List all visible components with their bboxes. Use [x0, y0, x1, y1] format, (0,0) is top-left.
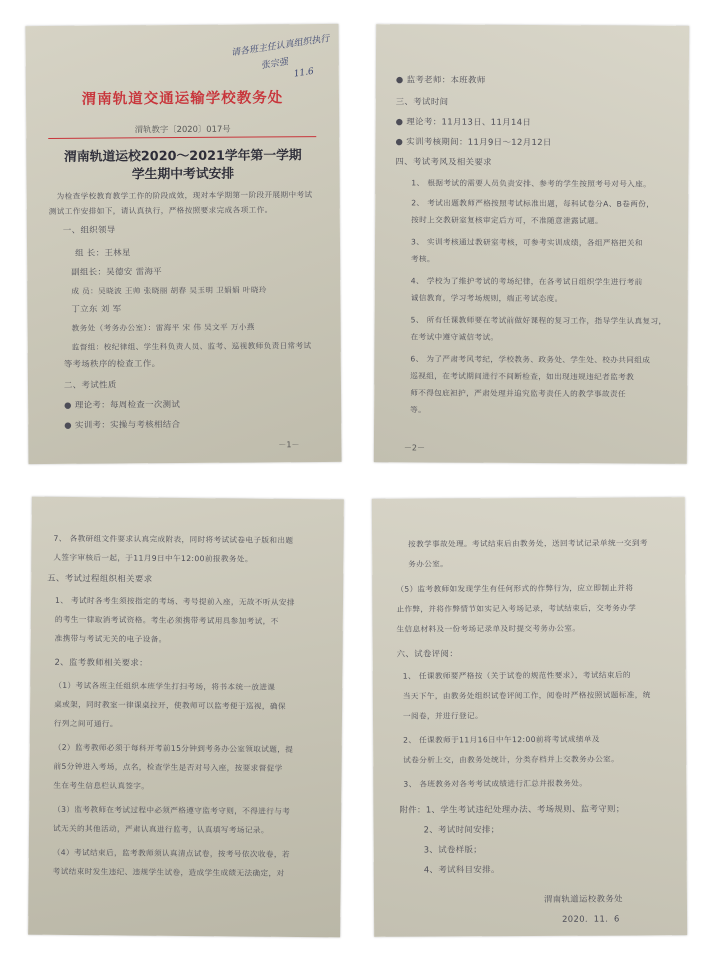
item-line: （2）监考教师必须于每科开考前15分钟到考务办公室领取试题，提 — [53, 742, 294, 754]
rule-line: 按时上交教研室复核审定后方可，不准随意泄露试题。 — [411, 215, 604, 226]
attachment-item: 2、考试时间安排； — [423, 824, 500, 835]
rule-line: 3、 实训考核通过教研室考核，可参考实训成绩，各组严格把关和 — [410, 237, 643, 248]
item-line: 生信息材料及一份考场记录单及时提交考务办公室。 — [396, 623, 581, 634]
item-line: 1、 任课教师要严格按（关于试卷的规范性要求），考试结束后的 — [402, 670, 631, 681]
signer: 渭南轨道运校教务处 — [543, 893, 623, 904]
handwritten-note: 请各班主任认真组织执行 — [230, 34, 331, 59]
intro-line: 为检查学校教育教学工作的阶段成效，现对本学期第一阶段开展期中考试 — [56, 190, 313, 201]
monitor-line: 等考场秩序的检查工作。 — [63, 358, 161, 369]
item-line: 前5分钟进入考场，点名，检查学生是否对号入座，按要求督促学 — [53, 761, 283, 773]
rule-line: 6、 为了严肃考风考纪，学校教务、政务处、学生处、校办共同组成 — [410, 354, 651, 365]
document-page-3 — [28, 497, 344, 938]
section-heading: 五、考试过程组织相关要求 — [47, 572, 153, 584]
doc-number: 渭轨教字〔2020〕017号 — [134, 123, 231, 135]
rule-line: 诚信教育，学习考场规则，端正考试态度。 — [410, 293, 563, 304]
item-line: （4）考试结束后，监考教师须认真清点试卷，按考号依次收卷，若 — [52, 847, 290, 859]
members-line: 成 员：吴晓波 王帅 张晓丽 胡春 吴玉明 卫娟娟 叶晓玲 — [71, 285, 267, 296]
item-line: （3）监考教师在考试过程中必须严格遵守监考守则，不得进行与考 — [53, 804, 291, 816]
item-line: 按教学事故处理。考试结束后由教务处，送回考试记录单统一交到考 — [408, 538, 648, 549]
rule-line: 1、 根据考试的需要人员负责安排、参考的学生按照考号对号入座。 — [411, 178, 652, 189]
item-line: 人签字审核后一起，于11月9日中午12:00前报教务处。 — [53, 552, 253, 564]
item-line: 7、 各教研组文件要求认真完成附表，同时将考试试卷电子版和出题 — [53, 533, 294, 545]
office-line: 教务处（考务办公室）：雷海平 宋 伟 吴文平 万小燕 — [71, 322, 255, 333]
document-page-1 — [25, 24, 341, 464]
signing-date: 2020．11．6 — [562, 913, 620, 924]
section-heading: 二、考试性质 — [63, 379, 117, 390]
item-line: 一阅卷，并进行登记。 — [402, 711, 483, 721]
section-heading: 三、考试时间 — [395, 96, 449, 107]
item-line: 2、 任课教师于11月16日中午12:00前将考试成绩单及 — [403, 734, 600, 745]
item-line: 试无关的其他活动，严肃认真进行监考，认真填写考场记录。 — [52, 823, 269, 835]
subsection-heading: 2、监考教师相关要求： — [54, 656, 149, 668]
item-line: 止作弊，并将作弊情节如实记入考场记录，考试结束后，交考务办学 — [396, 603, 637, 614]
rule-line: 考核。 — [410, 254, 435, 264]
rule-line: 2、 考试出题教师严格按照考试标准出题，每科试卷分A、B卷两份， — [411, 198, 655, 209]
item-line: 当天下午，由教务处组织试卷评阅工作，阅卷时严格按照试题标准，统 — [402, 690, 651, 701]
attachment-heading: 附件：1、学生考试违纪处理办法、考场规则、监考守则； — [399, 803, 625, 815]
time-item: ● 理论考：11月13日、11月14日 — [396, 116, 532, 128]
item-line: 准携带与考试无关的电子设备。 — [54, 633, 167, 644]
item-line: 3、 各班教务对各考考试成绩进行汇总并报教务处。 — [403, 778, 588, 789]
rule-line: 等。 — [410, 405, 427, 415]
rule-line: 5、 所有任课教师要在考试前做好课程的复习工作，指导学生认真复习， — [410, 315, 667, 326]
item-line: 考试结束时发生违纪、违规学生试卷，造成学生成绩无法确定，对 — [52, 866, 285, 878]
intro-line: 测试工作安排如下，请认真执行，严格按照要求完成各项工作。 — [48, 205, 273, 216]
rule-line: 在考试中遵守诚信考试。 — [410, 332, 499, 342]
document-page-4 — [372, 497, 687, 937]
section-heading: 四、考试考风及相关要求 — [395, 156, 492, 167]
item-line: 的考生一律取消考试资格。考生必须携带考试用具参加考试，不 — [54, 614, 279, 626]
item-line: 生在考生信息栏认真签字。 — [53, 780, 150, 791]
red-header: 渭南轨道交通运输学校教务处 — [81, 90, 284, 108]
attachment-item: 3、试卷样版； — [423, 844, 483, 855]
doc-title-line-2: 学生期中考试安排 — [131, 166, 235, 183]
proctor-line: ● 监考老师：本班教师 — [396, 74, 486, 85]
item-line: （5）监考教师如发现学生有任何形式的作弊行为，应立即制止并将 — [396, 583, 634, 594]
handwritten-date: 11.6 — [293, 66, 315, 80]
time-item: ● 实训考核期间：11月9日～12月12日 — [396, 136, 552, 148]
item-line: 试卷分析上交，由教务处统计，分类存档并上交教务办公室。 — [403, 754, 620, 765]
doc-title-line-1: 渭南轨道运校2020～2021学年第一学期 — [64, 148, 302, 165]
item-line: 1、 考试时各考生须按指定的考场、考号提前入座，无故不听从安排 — [54, 595, 295, 607]
red-rule — [48, 136, 316, 139]
members-line: 丁立东 刘 军 — [71, 303, 122, 314]
page-number: －1－ — [278, 440, 300, 450]
rule-line: 4、 学校为了维护考试的考场纪律，在各考试日组织学生进行考前 — [410, 276, 643, 287]
deputy-line: 副组长：吴德安 雷海平 — [71, 266, 163, 277]
nature-item: ● 实训考：实操与考核相结合 — [64, 419, 180, 431]
item-line: （1）考试各班主任组织本班学生打扫考场，将书本统一放进课 — [54, 680, 276, 692]
rule-line: 师不得包庇袒护，严肃处理并追究监考责任人的教学事故责任 — [410, 388, 627, 399]
rule-line: 巡视组，在考试期间进行不间断检查，如出现违规违纪者监考教 — [410, 371, 635, 382]
section-heading: 六、试卷评阅： — [396, 648, 459, 659]
handwritten-signature: 张宗强 — [260, 57, 289, 72]
nature-item: ● 理论考：每周检查一次测试 — [64, 399, 180, 411]
item-line: 行列之间可通行。 — [53, 718, 118, 729]
item-line: 桌或架，同时教室一律课桌拉开，使教师可以监考便于巡视，确保 — [54, 699, 286, 711]
monitor-line: 监督组：校纪律组、学生科负责人员、监考、巡视教师负责日常考试 — [71, 341, 312, 352]
attachment-item: 4、考试科目安排。 — [423, 864, 500, 875]
item-line: 务办公室。 — [408, 559, 449, 569]
section-heading: 一、组织领导 — [62, 224, 116, 235]
document-page-2 — [374, 24, 689, 464]
page-number: －2－ — [403, 443, 426, 453]
leader-line: 组 长：王林星 — [75, 247, 131, 258]
